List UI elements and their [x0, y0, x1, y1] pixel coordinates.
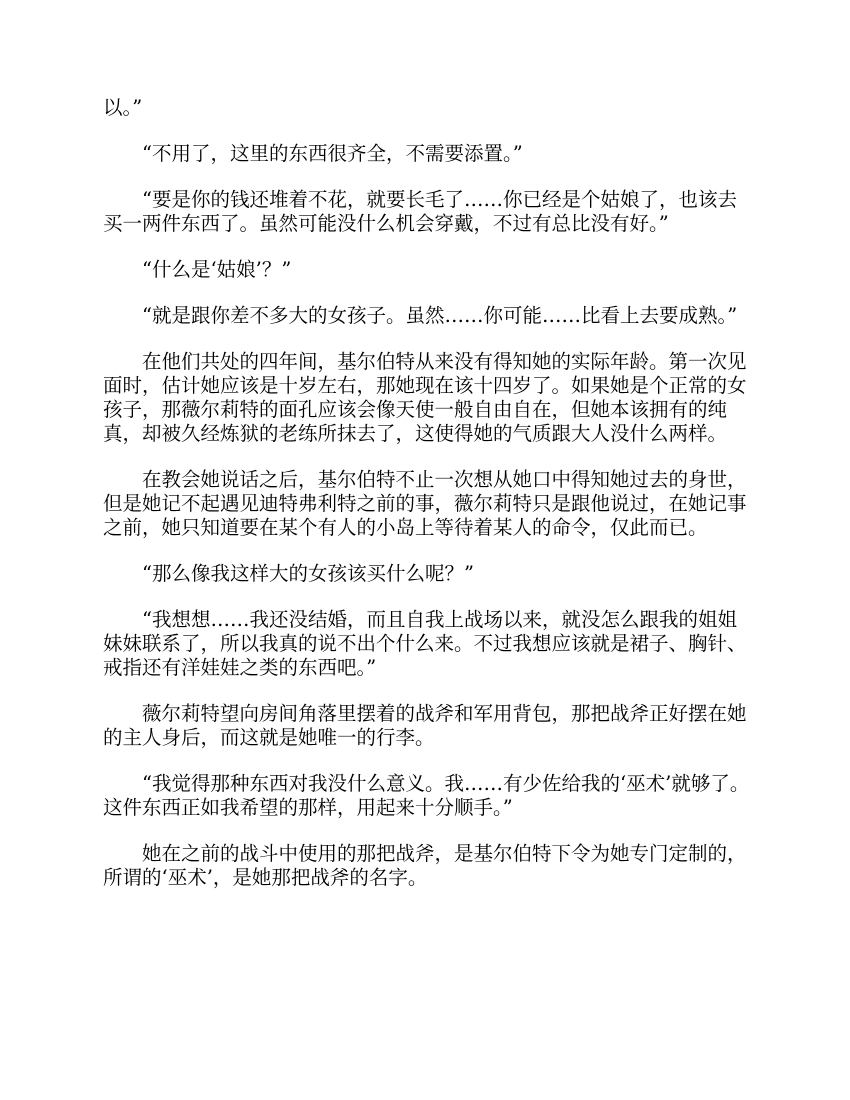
paragraph: 在教会她说话之后，基尔伯特不止一次想从她口中得知她过去的身世，但是她记不起遇见迪特弗利特之前的事，薇尔莉特只是跟他说过，在她记事之前，她只知道要在某个有人的小岛上等待着某人的命令，仅此而已。	[103, 468, 747, 539]
paragraph: 薇尔莉特望向房间角落里摆着的战斧和军用背包，那把战斧正好摆在她的主人身后，而这就是她唯一的行李。	[103, 702, 747, 749]
paragraph: “就是跟你差不多大的女孩子。虽然……你可能……比看上去要成熟。”	[142, 304, 738, 327]
paragraph: 在他们共处的四年间，基尔伯特从来没有得知她的实际年龄。第一次见面时，估计她应该是十岁左右，那她现在该十四岁了。如果她是个正常的女孩子，那薇尔莉特的面孔应该会像天使一般自由自在，但她本该拥有的纯真，却被久经炼狱的老练所抹去了，这使得她的气质跟大人没什么两样。	[103, 350, 747, 445]
paragraph: “那么像我这样大的女孩该买什么呢？”	[142, 562, 474, 585]
paragraph: “我想想……我还没结婚，而且自我上战场以来，就没怎么跟我的姐姐妹妹联系了，所以我真的说不出个什么来。不过我想应该就是裙子、胸针、戒指还有洋娃娃之类的东西吧。”	[103, 608, 747, 679]
paragraph: “什么是‘姑娘’？”	[142, 258, 292, 281]
paragraph: “要是你的钱还堆着不花，就要长毛了……你已经是个姑娘了，也该去买一两件东西了。虽然可能没什么机会穿戴，不过有总比没有好。”	[103, 188, 737, 235]
paragraph-continuation: 以。”	[103, 96, 143, 119]
body-text	[103, 96, 753, 912]
paragraph: 她在之前的战斗中使用的那把战斧，是基尔伯特下令为她专门定制的，所谓的‘巫术’，是她那把战斧的名字。	[103, 842, 747, 889]
paragraph: “我觉得那种东西对我没什么意义。我……有少佐给我的‘巫术’就够了。这件东西正如我希望的那样，用起来十分顺手。”	[103, 772, 750, 819]
paragraph: “不用了，这里的东西很齐全，不需要添置。”	[142, 142, 523, 165]
